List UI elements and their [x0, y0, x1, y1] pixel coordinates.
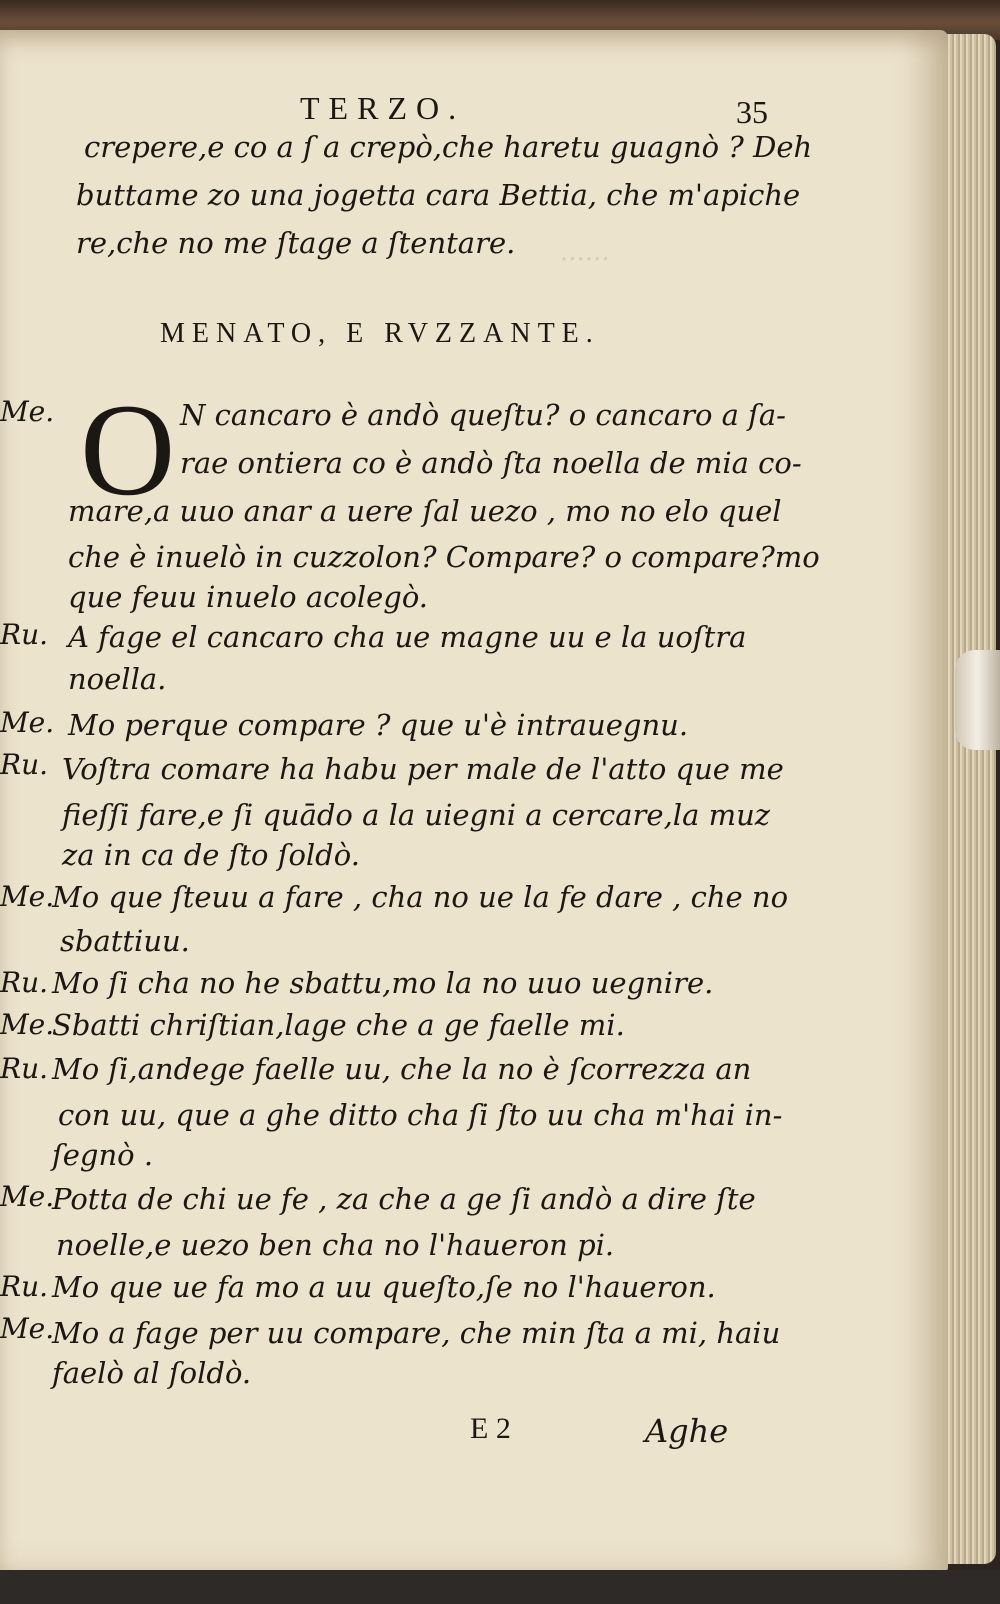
dialogue-line: Voſtra comare ha habu per male de l'atto que me — [62, 752, 784, 786]
dialogue-line: Mo que ue fa mo a uu queſto,ſe no l'haueron. — [52, 1270, 716, 1304]
dialogue-line: Sbatti chriſtian,lage che a ge faelle mi. — [52, 1008, 625, 1042]
dialogue-line: con uu, que a ghe ditto cha ſi ſto uu cha m'hai in- — [58, 1098, 783, 1132]
page-edges — [940, 34, 996, 1564]
dialogue-line: fieſſi fare,e ſi quādo a la uiegni a cercare,la muz — [62, 798, 771, 832]
page-number: 35 — [736, 94, 768, 130]
dialogue-line: rae ontiera co è andò ſta noella de mia co- — [180, 446, 802, 480]
dialogue-line: faelò al ſoldò. — [52, 1356, 252, 1390]
dialogue-line: Potta de chi ue fe , za che a ge ſi andò a dire ſte — [52, 1182, 756, 1216]
dialogue-line: que feuu inuelo acolegò. — [68, 580, 428, 614]
dialogue-line: ſegnò . — [52, 1138, 154, 1172]
speaker-label: Me. — [0, 1312, 55, 1345]
dialogue-line: Mo ſi,andege faelle uu, che la no è ſcorrezza an — [52, 1052, 752, 1086]
opening-line: re,che no me ſtage a ſtentare. — [76, 226, 516, 260]
dialogue-line: za in ca de ſto ſoldò. — [62, 838, 360, 872]
drop-cap: O — [80, 376, 176, 523]
dialogue-line: Mo perque compare ? que u'è intrauegnu. — [68, 708, 689, 742]
speaker-label: Ru. — [0, 966, 49, 999]
opening-line: buttame zo una jogetta cara Bettia, che m'apiche — [76, 178, 801, 212]
dialogue-line: mare,a uuo anar a uere ſal uezo , mo no elo quel — [68, 494, 782, 528]
scene-heading: MENATO, E RVZZANTE. — [160, 318, 600, 349]
signature-mark: E 2 — [470, 1412, 511, 1445]
book-clasp — [955, 650, 1000, 750]
dialogue-line: che è inuelò in cuzzolon? Compare? o compare?mo — [68, 540, 820, 574]
speaker-label: Ru. — [0, 1052, 49, 1085]
dialogue-line: noelle,e uezo ben cha no l'haueron pi. — [56, 1228, 615, 1262]
dialogue-line: A fage el cancaro cha ue magne uu e la uoſtra — [68, 620, 747, 654]
speaker-label: Me. — [0, 1008, 55, 1041]
catchword: Aghe — [645, 1412, 729, 1450]
speaker-label: Me. — [0, 395, 55, 428]
speaker-label: Ru. — [0, 618, 49, 651]
dialogue-line: N cancaro è andò queſtu? o cancaro a ſa- — [180, 398, 786, 432]
speaker-label: Me. — [0, 880, 55, 913]
speaker-label: Me. — [0, 1180, 55, 1213]
show-through-text: ······ — [560, 245, 610, 275]
book-binding-bottom — [0, 1570, 1000, 1604]
dialogue-line: noella. — [68, 662, 167, 696]
speaker-label: Ru. — [0, 1270, 49, 1303]
running-head: TERZO. — [300, 90, 466, 126]
speaker-label: Ru. — [0, 748, 49, 781]
dialogue-line: Mo que ſteuu a fare , cha no ue la fe dare , che no — [52, 880, 789, 914]
dialogue-line: Mo ſi cha no he sbattu,mo la no uuo uegnire. — [52, 966, 714, 1000]
opening-line: crepere,e co a ſ a crepò,che haretu guagnò ? Deh — [84, 130, 813, 164]
dialogue-line: sbattiuu. — [60, 924, 190, 958]
dialogue-line: Mo a fage per uu compare, che min ſta a mi, haiu — [52, 1316, 781, 1350]
speaker-label: Me. — [0, 706, 55, 739]
